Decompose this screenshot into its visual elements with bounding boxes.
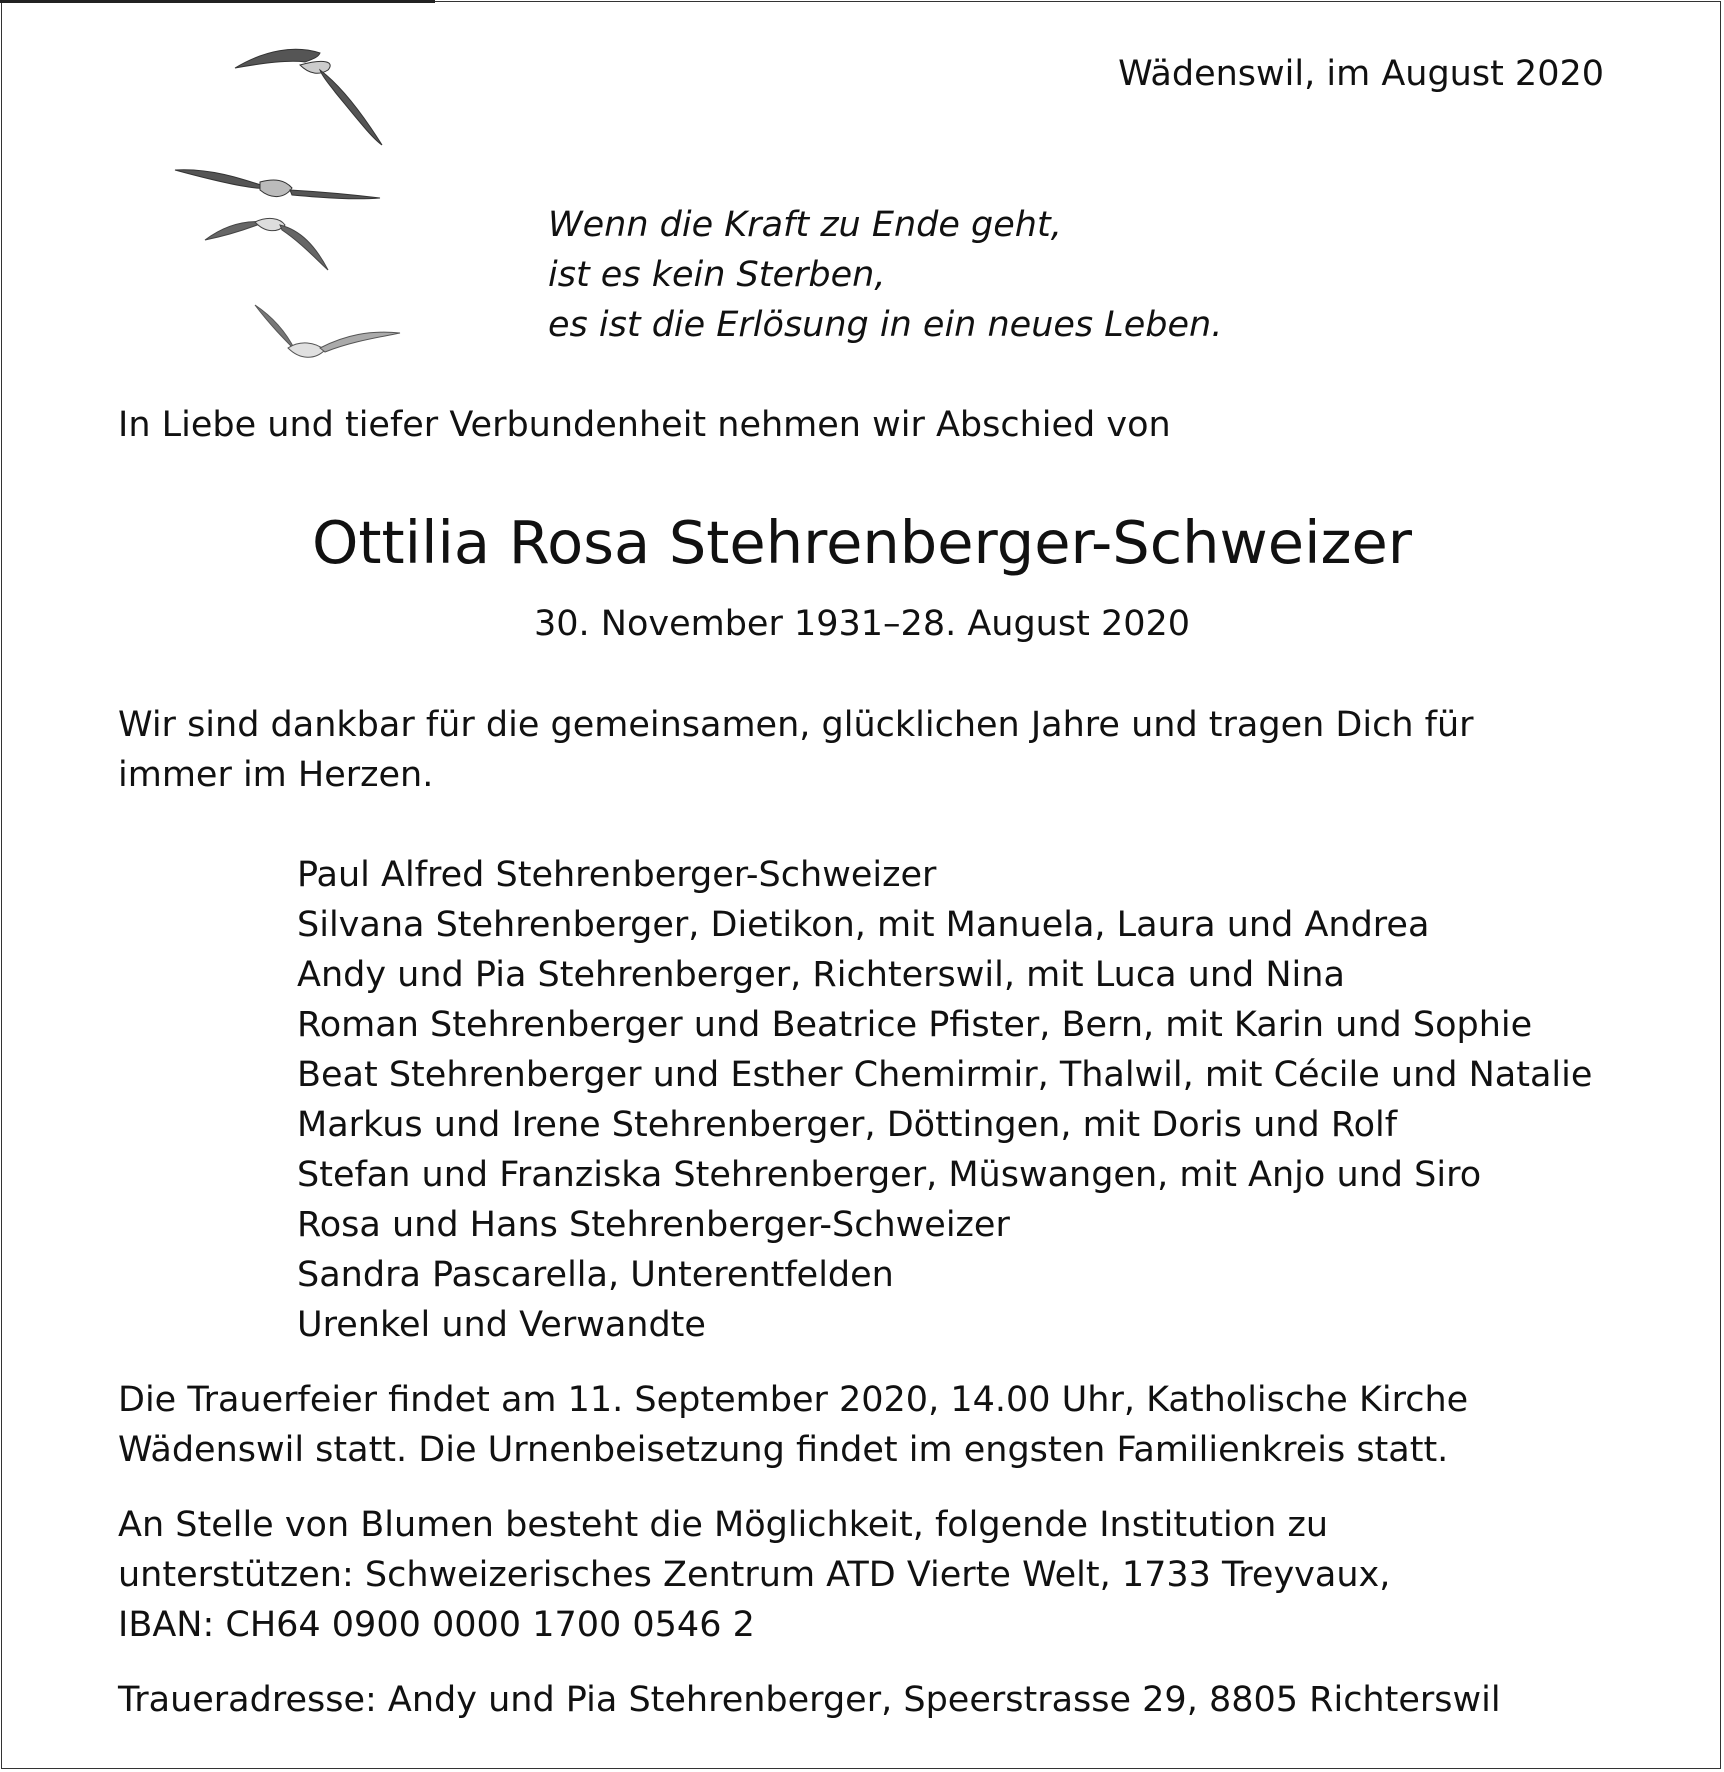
- thanks-line: Wir sind dankbar für die gemeinsamen, glücklichen Jahre und tragen Dich für: [118, 705, 1474, 745]
- thanks-paragraph: [118, 700, 1474, 800]
- mourning-address: Traueradresse: Andy und Pia Stehrenberger, Speerstrasse 29, 8805 Richterswil: [118, 1680, 1501, 1720]
- seagull-3: [205, 218, 328, 270]
- poem: [548, 200, 1222, 350]
- mourner: Rosa und Hans Stehrenberger-Schweizer: [297, 1205, 1010, 1245]
- poem-line: Wenn die Kraft zu Ende geht,: [548, 205, 1062, 245]
- intro-text: In Liebe und tiefer Verbundenheit nehmen wir Abschied von: [118, 405, 1171, 445]
- mourners-list: [297, 850, 1592, 1350]
- service-line: Wädenswil statt. Die Urnenbeisetzung findet im engsten Familienkreis statt.: [118, 1430, 1449, 1470]
- mourner: Sandra Pascarella, Unterentfelden: [297, 1255, 894, 1295]
- service-line: Die Trauerfeier findet am 11. September 2020, 14.00 Uhr, Katholische Kirche: [118, 1380, 1469, 1420]
- mourner: Roman Stehrenberger und Beatrice Pfister, Bern, mit Karin und Sophie: [297, 1005, 1533, 1045]
- poem-line: ist es kein Sterben,: [548, 255, 886, 295]
- donation-line: An Stelle von Blumen besteht die Möglichkeit, folgende Institution zu: [118, 1505, 1329, 1545]
- seagull-4: [255, 305, 400, 357]
- life-dates: 30. November 1931–28. August 2020: [533, 604, 1191, 644]
- mourner: Beat Stehrenberger und Esther Chemirmir, Thalwil, mit Cécile und Natalie: [297, 1055, 1593, 1095]
- mourner: Urenkel und Verwandte: [297, 1305, 706, 1345]
- poem-line: es ist die Erlösung in ein neues Leben.: [548, 305, 1223, 345]
- top-rule: [0, 0, 435, 3]
- donation-line: IBAN: CH64 0900 0000 1700 0546 2: [118, 1605, 755, 1645]
- mourner: Markus und Irene Stehrenberger, Döttingen, mit Doris und Rolf: [297, 1105, 1398, 1145]
- mourner: Stefan und Franziska Stehrenberger, Müswangen, mit Anjo und Siro: [297, 1155, 1482, 1195]
- deceased-name: Ottilia Rosa Stehrenberger-Schweizer: [311, 508, 1413, 577]
- seagull-2: [175, 170, 380, 199]
- donation-line: unterstützen: Schweizerisches Zentrum ATD Vierte Welt, 1733 Treyvaux,: [118, 1555, 1391, 1595]
- thanks-line: immer im Herzen.: [118, 755, 434, 795]
- seagulls-illustration: [160, 30, 460, 380]
- mourner: Silvana Stehrenberger, Dietikon, mit Manuela, Laura und Andrea: [297, 905, 1430, 945]
- mourner: Andy und Pia Stehrenberger, Richterswil, mit Luca und Nina: [297, 955, 1345, 995]
- seagull-1: [235, 49, 382, 145]
- mourner: Paul Alfred Stehrenberger-Schweizer: [297, 855, 937, 895]
- service-paragraph: [118, 1375, 1468, 1475]
- donation-paragraph: [118, 1500, 1390, 1650]
- place-date: Wädenswil, im August 2020: [1118, 54, 1604, 94]
